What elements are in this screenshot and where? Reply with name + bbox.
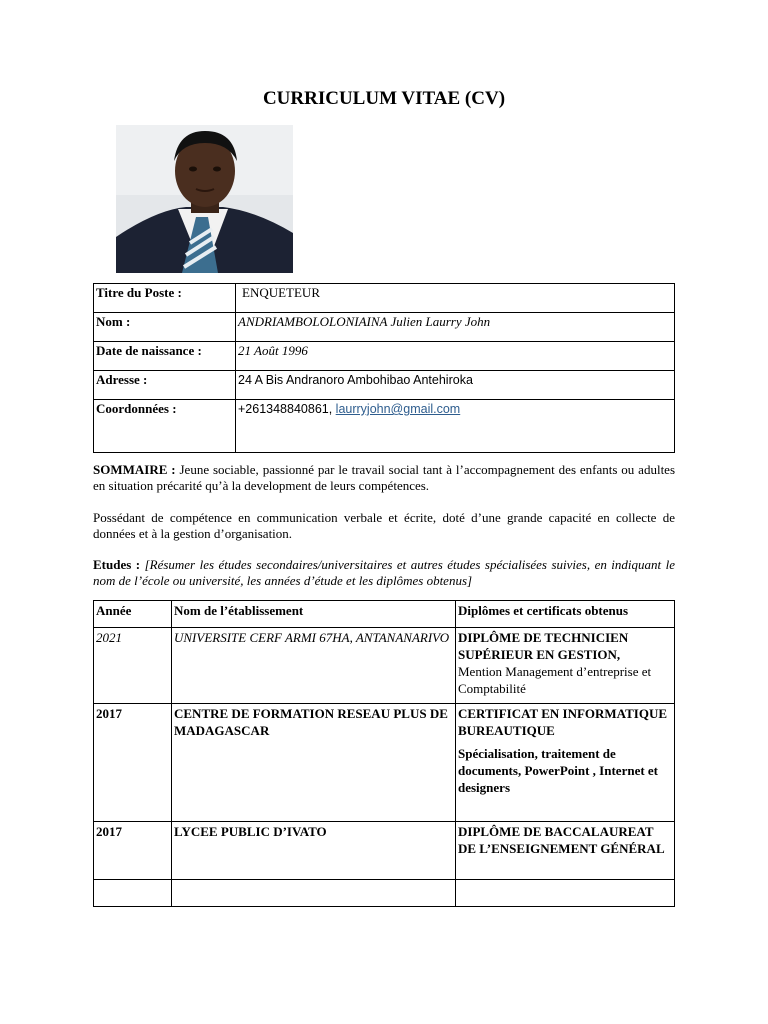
adresse-value: 24 A Bis Andranoro Ambohibao Antehiroka [236, 371, 675, 400]
poste-value: ENQUETEUR [236, 284, 675, 313]
empty-cell [172, 880, 456, 907]
sommaire-label: SOMMAIRE : [93, 462, 176, 477]
sommaire-paragraph [93, 462, 675, 494]
email-link[interactable]: laurryjohn@gmail.com [335, 402, 461, 416]
table-row [94, 628, 675, 704]
naissance-value: 21 Août 1996 [236, 342, 675, 371]
adresse-label: Adresse : [94, 371, 236, 400]
header-diplomes: Diplômes et certificats obtenus [456, 601, 675, 628]
row-diploma-cell [456, 822, 675, 880]
row-year: 2017 [94, 704, 172, 822]
row-diploma-detail: Mention Management d’entreprise et Comptabilité [458, 664, 652, 696]
row-diploma: CERTIFICAT EN INFORMATIQUE BUREAUTIQUE [458, 706, 668, 738]
table-row [94, 704, 675, 822]
phone-number: +261348840861, [238, 402, 336, 416]
competence-paragraph: Possédant de compétence en communication verbale et écrite, doté d’une grande capacité en collecte de données et à la gestion d’organisation. [93, 510, 675, 541]
profile-photo [116, 125, 293, 273]
table-row-empty [94, 880, 675, 907]
nom-value: ANDRIAMBOLOLONIAINA Julien Laurry John [236, 313, 675, 342]
table-row [94, 822, 675, 880]
nom-label: Nom : [94, 313, 236, 342]
etudes-table [93, 600, 675, 907]
naissance-label: Date de naissance : [94, 342, 236, 371]
row-year: 2021 [94, 628, 172, 704]
row-diploma-detail: Spécialisation, traitement de documents, PowerPoint , Internet et designers [458, 746, 659, 795]
page-title: CURRICULUM VITAE (CV) [262, 88, 506, 109]
info-table [93, 283, 675, 453]
header-annee: Année [94, 601, 172, 628]
poste-label: Titre du Poste : [94, 284, 236, 313]
row-diploma-cell [456, 628, 675, 704]
header-etablissement: Nom de l’établissement [172, 601, 456, 628]
empty-cell [456, 880, 675, 907]
info-row-poste [94, 284, 675, 313]
etudes-note: [Résumer les études secondaires/universitaires et autres études spécialisées suivies, en indiquant le nom de l’école ou université, les années d’étude et les diplômes obtenus] [93, 557, 675, 588]
etudes-label: Etudes : [93, 557, 141, 572]
info-row-naissance [94, 342, 675, 371]
row-diploma: DIPLÔME DE TECHNICIEN SUPÉRIEUR EN GESTION, [458, 630, 629, 662]
empty-cell [94, 880, 172, 907]
info-row-coordonnees [94, 400, 675, 453]
etudes-paragraph [93, 557, 675, 589]
row-diploma-cell [456, 704, 675, 822]
row-year: 2017 [94, 822, 172, 880]
sommaire-text: Jeune sociable, passionné par le travail social tant à l’accompagnement des enfants ou adultes en situation précarité qu’à la development de leurs compétences. [93, 462, 676, 493]
row-school: CENTRE DE FORMATION RESEAU PLUS DE MADAGASCAR [172, 704, 456, 822]
info-row-nom [94, 313, 675, 342]
coordonnees-label: Coordonnées : [94, 400, 236, 453]
coordonnees-value [236, 400, 675, 453]
etudes-header-row [94, 601, 675, 628]
row-school: LYCEE PUBLIC D’IVATO [172, 822, 456, 880]
info-row-adresse [94, 371, 675, 400]
row-school: UNIVERSITE CERF ARMI 67HA, ANTANANARIVO [172, 628, 456, 704]
row-diploma: DIPLÔME DE BACCALAUREAT DE L’ENSEIGNEMENT GÉNÉRAL [458, 824, 665, 856]
